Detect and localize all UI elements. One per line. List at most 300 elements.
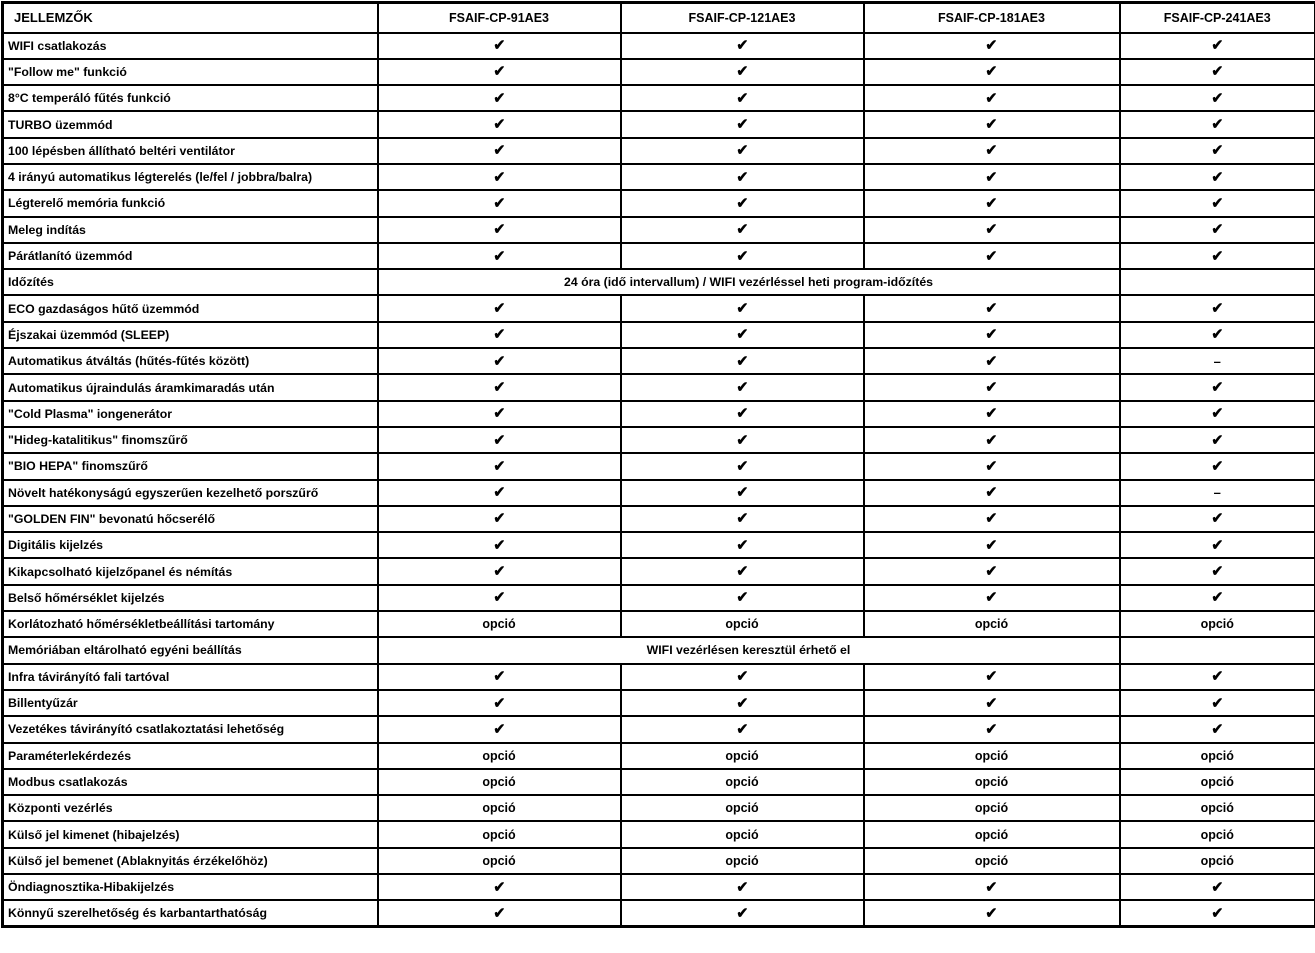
value-cell: [621, 243, 864, 269]
table-row: [3, 295, 1315, 321]
check-icon: ✔: [736, 694, 748, 712]
value-cell: [378, 480, 621, 506]
table-row: [3, 33, 1315, 59]
check-icon: ✔: [736, 405, 748, 423]
check-icon: ✔: [493, 247, 505, 265]
value-cell: [621, 585, 864, 611]
check-icon: ✔: [736, 300, 748, 318]
value-cell: [378, 348, 621, 374]
value-cell: [1120, 111, 1315, 137]
check-icon: ✔: [985, 89, 998, 107]
check-icon: ✔: [493, 878, 505, 896]
value-cell-option: opció: [621, 848, 864, 874]
value-cell: [864, 33, 1120, 59]
check-icon: ✔: [1211, 300, 1224, 318]
table-row: [3, 217, 1315, 243]
table-row: [3, 769, 1315, 795]
value-cell: [864, 716, 1120, 742]
check-icon: ✔: [493, 116, 505, 134]
value-cell-option: opció: [621, 769, 864, 795]
value-cell-option: opció: [864, 848, 1120, 874]
value-cell-option: opció: [864, 611, 1120, 637]
check-icon: ✔: [1211, 668, 1224, 686]
model-header: FSAIF-CP-121AE3: [621, 3, 864, 33]
table-row: [3, 269, 1315, 295]
value-cell: [1120, 558, 1315, 584]
value-cell: [864, 874, 1120, 900]
value-cell: [378, 243, 621, 269]
check-icon: ✔: [493, 563, 505, 581]
value-cell: [864, 453, 1120, 479]
table-row: [3, 374, 1315, 400]
check-icon: ✔: [1211, 63, 1224, 81]
check-icon: ✔: [493, 457, 505, 475]
check-icon: ✔: [985, 247, 998, 265]
value-cell: [864, 59, 1120, 85]
check-icon: ✔: [985, 221, 998, 239]
feature-label: Légterelő memória funkció: [3, 190, 378, 216]
feature-label: Öndiagnosztika-Hibakijelzés: [3, 874, 378, 900]
model-header: FSAIF-CP-91AE3: [378, 3, 621, 33]
check-icon: ✔: [736, 37, 748, 55]
check-icon: ✔: [493, 300, 505, 318]
feature-label: Infra távirányító fali tartóval: [3, 664, 378, 690]
check-icon: ✔: [736, 536, 748, 554]
check-icon: ✔: [493, 668, 505, 686]
value-cell: [621, 401, 864, 427]
table-row: [3, 59, 1315, 85]
value-cell-not-available: [1120, 480, 1315, 506]
feature-label: "Hideg-katalitikus" finomszűrő: [3, 427, 378, 453]
table-row: [3, 111, 1315, 137]
check-icon: ✔: [493, 536, 505, 554]
feature-label: Növelt hatékonyságú egyszerűen kezelhető porszűrő: [3, 480, 378, 506]
table-row: [3, 716, 1315, 742]
table-row: [3, 401, 1315, 427]
value-cell: [864, 532, 1120, 558]
value-cell-option: opció: [378, 769, 621, 795]
value-cell: [1120, 690, 1315, 716]
value-cell: [1120, 243, 1315, 269]
check-icon: ✔: [1211, 89, 1224, 107]
value-cell: [621, 900, 864, 926]
value-cell: [621, 85, 864, 111]
check-icon: ✔: [985, 116, 998, 134]
check-icon: ✔: [493, 904, 505, 922]
value-cell: [378, 427, 621, 453]
feature-label: 100 lépésben állítható beltéri ventilátor: [3, 138, 378, 164]
feature-label: Digitális kijelzés: [3, 532, 378, 558]
check-icon: ✔: [736, 326, 748, 344]
value-cell: [378, 164, 621, 190]
check-icon: ✔: [1211, 878, 1224, 896]
value-cell: [621, 453, 864, 479]
value-cell: [621, 664, 864, 690]
check-icon: ✔: [985, 326, 998, 344]
table-row: [3, 480, 1315, 506]
check-icon: ✔: [985, 431, 998, 449]
check-icon: ✔: [736, 247, 748, 265]
table-row: [3, 532, 1315, 558]
value-cell: [378, 322, 621, 348]
check-icon: ✔: [1211, 510, 1224, 528]
check-icon: ✔: [1211, 589, 1224, 607]
check-icon: ✔: [493, 194, 505, 212]
features-column-header: JELLEMZŐK: [3, 3, 378, 33]
value-cell: [621, 190, 864, 216]
value-cell-empty: [1120, 637, 1315, 663]
value-cell: [621, 138, 864, 164]
check-icon: ✔: [736, 457, 748, 475]
value-cell: [864, 348, 1120, 374]
feature-label: Automatikus átváltás (hűtés-fűtés között): [3, 348, 378, 374]
feature-label: Meleg indítás: [3, 217, 378, 243]
check-icon: ✔: [985, 379, 998, 396]
value-cell: [621, 690, 864, 716]
check-icon: ✔: [985, 142, 998, 160]
value-cell: [864, 401, 1120, 427]
check-icon: ✔: [985, 668, 998, 686]
value-cell: [864, 558, 1120, 584]
model-header: FSAIF-CP-241AE3: [1120, 3, 1315, 33]
feature-label: Központi vezérlés: [3, 795, 378, 821]
feature-label: Memóriában eltárolható egyéni beállítás: [3, 637, 378, 663]
table-row: [3, 558, 1315, 584]
value-cell-option: opció: [1120, 848, 1315, 874]
check-icon: ✔: [736, 431, 748, 449]
table-row: [3, 900, 1315, 926]
value-cell: [864, 322, 1120, 348]
value-cell: [864, 900, 1120, 926]
table-row: [3, 322, 1315, 348]
feature-label: ECO gazdaságos hűtő üzemmód: [3, 295, 378, 321]
value-cell-option: opció: [378, 821, 621, 847]
check-icon: ✔: [1211, 142, 1224, 160]
merged-note-cell: 24 óra (idő intervallum) / WIFI vezérléssel heti program-időzítés: [378, 269, 1120, 295]
check-icon: ✔: [493, 720, 505, 738]
check-icon: ✔: [736, 194, 748, 212]
value-cell: [378, 138, 621, 164]
value-cell: [621, 59, 864, 85]
table-row: [3, 690, 1315, 716]
check-icon: ✔: [985, 300, 998, 318]
value-cell: [864, 427, 1120, 453]
table-row: [3, 848, 1315, 874]
value-cell-option: opció: [378, 611, 621, 637]
value-cell: [1120, 59, 1315, 85]
feature-label: Időzítés: [3, 269, 378, 295]
value-cell: [621, 217, 864, 243]
value-cell: [378, 558, 621, 584]
check-icon: ✔: [985, 194, 998, 212]
value-cell: [621, 322, 864, 348]
value-cell: [621, 348, 864, 374]
value-cell: [864, 138, 1120, 164]
check-icon: ✔: [493, 63, 505, 81]
value-cell: [864, 217, 1120, 243]
check-icon: ✔: [736, 63, 748, 81]
value-cell: [864, 295, 1120, 321]
check-icon: ✔: [985, 457, 998, 475]
check-icon: ✔: [985, 878, 998, 896]
table-row: [3, 743, 1315, 769]
table-row: [3, 874, 1315, 900]
value-cell: [378, 585, 621, 611]
value-cell-option: opció: [1120, 795, 1315, 821]
feature-label: 8°C temperáló fűtés funkció: [3, 85, 378, 111]
value-cell: [621, 295, 864, 321]
value-cell: [378, 453, 621, 479]
dash-text: –: [1213, 353, 1221, 369]
value-cell: [1120, 874, 1315, 900]
value-cell: [864, 690, 1120, 716]
check-icon: ✔: [493, 142, 505, 160]
check-icon: ✔: [736, 379, 748, 396]
table-row: [3, 138, 1315, 164]
value-cell-option: opció: [864, 795, 1120, 821]
feature-label: Külső jel bemenet (Ablaknyitás érzékelőhöz): [3, 848, 378, 874]
table-row: [3, 795, 1315, 821]
value-cell: [864, 506, 1120, 532]
check-icon: ✔: [493, 37, 505, 55]
check-icon: ✔: [985, 904, 998, 922]
check-icon: ✔: [493, 431, 505, 449]
check-icon: ✔: [985, 405, 998, 423]
check-icon: ✔: [736, 510, 748, 528]
value-cell: [1120, 217, 1315, 243]
table-row: [3, 243, 1315, 269]
value-cell: [621, 716, 864, 742]
header-row: [3, 3, 1315, 33]
value-cell-option: opció: [1120, 821, 1315, 847]
check-icon: ✔: [985, 536, 998, 554]
check-icon: ✔: [985, 352, 998, 370]
check-icon: ✔: [493, 405, 505, 423]
value-cell: [1120, 585, 1315, 611]
table-row: [3, 348, 1315, 374]
check-icon: ✔: [1211, 405, 1224, 423]
check-icon: ✔: [985, 720, 998, 738]
value-cell: [1120, 322, 1315, 348]
feature-label: Billentyűzár: [3, 690, 378, 716]
value-cell: [378, 217, 621, 243]
check-icon: ✔: [736, 589, 748, 607]
check-icon: ✔: [736, 720, 748, 738]
table-row: [3, 664, 1315, 690]
value-cell-option: opció: [864, 743, 1120, 769]
value-cell: [378, 401, 621, 427]
value-cell: [1120, 716, 1315, 742]
table-row: [3, 821, 1315, 847]
value-cell-option: opció: [864, 769, 1120, 795]
table-row: [3, 190, 1315, 216]
feature-label: Könnyű szerelhetőség és karbantarthatóság: [3, 900, 378, 926]
table-row: [3, 427, 1315, 453]
feature-label: Párátlanító üzemmód: [3, 243, 378, 269]
value-cell-option: opció: [1120, 769, 1315, 795]
value-cell: [378, 874, 621, 900]
value-cell-option: opció: [621, 743, 864, 769]
check-icon: ✔: [736, 221, 748, 239]
check-icon: ✔: [985, 563, 998, 581]
check-icon: ✔: [1211, 168, 1224, 186]
value-cell: [864, 164, 1120, 190]
feature-label: Paraméterlekérdezés: [3, 743, 378, 769]
check-icon: ✔: [1211, 720, 1224, 738]
feature-label: "Follow me" funkció: [3, 59, 378, 85]
value-cell: [621, 480, 864, 506]
check-icon: ✔: [1211, 431, 1224, 449]
check-icon: ✔: [736, 352, 748, 370]
value-cell: [864, 85, 1120, 111]
value-cell: [1120, 401, 1315, 427]
model-header: FSAIF-CP-181AE3: [864, 3, 1120, 33]
check-icon: ✔: [1211, 457, 1224, 475]
check-icon: ✔: [493, 484, 505, 502]
value-cell: [1120, 138, 1315, 164]
value-cell-option: opció: [378, 795, 621, 821]
value-cell: [378, 374, 621, 400]
table-row: [3, 453, 1315, 479]
check-icon: ✔: [1211, 379, 1224, 396]
feature-label: Modbus csatlakozás: [3, 769, 378, 795]
value-cell-option: opció: [621, 795, 864, 821]
value-cell: [1120, 295, 1315, 321]
check-icon: ✔: [985, 37, 998, 55]
value-cell: [378, 190, 621, 216]
check-icon: ✔: [985, 63, 998, 81]
value-cell-option: opció: [378, 848, 621, 874]
check-icon: ✔: [736, 563, 748, 581]
value-cell: [864, 585, 1120, 611]
value-cell: [1120, 427, 1315, 453]
check-icon: ✔: [985, 168, 998, 186]
feature-label: Belső hőmérséklet kijelzés: [3, 585, 378, 611]
check-icon: ✔: [1211, 247, 1224, 265]
value-cell-option: opció: [864, 821, 1120, 847]
check-icon: ✔: [736, 116, 748, 134]
check-icon: ✔: [985, 694, 998, 712]
feature-label: "GOLDEN FIN" bevonatú hőcserélő: [3, 506, 378, 532]
check-icon: ✔: [493, 352, 505, 370]
value-cell: [1120, 374, 1315, 400]
value-cell: [621, 33, 864, 59]
feature-label: 4 irányú automatikus légterelés (le/fel / jobbra/balra): [3, 164, 378, 190]
value-cell-option: opció: [621, 611, 864, 637]
value-cell-not-available: [1120, 348, 1315, 374]
table-row: [3, 164, 1315, 190]
value-cell: [378, 33, 621, 59]
value-cell: [864, 664, 1120, 690]
value-cell: [378, 664, 621, 690]
check-icon: ✔: [1211, 536, 1224, 554]
value-cell: [378, 690, 621, 716]
value-cell: [378, 111, 621, 137]
feature-label: Éjszakai üzemmód (SLEEP): [3, 322, 378, 348]
value-cell: [1120, 506, 1315, 532]
value-cell: [1120, 33, 1315, 59]
value-cell: [864, 111, 1120, 137]
value-cell: [864, 243, 1120, 269]
value-cell: [621, 532, 864, 558]
value-cell: [864, 374, 1120, 400]
check-icon: ✔: [1211, 563, 1224, 581]
value-cell-empty: [1120, 269, 1315, 295]
table-row: [3, 637, 1315, 663]
check-icon: ✔: [493, 510, 505, 528]
value-cell: [621, 374, 864, 400]
check-icon: ✔: [736, 668, 748, 686]
check-icon: ✔: [1211, 116, 1224, 134]
check-icon: ✔: [1211, 37, 1224, 55]
value-cell: [378, 59, 621, 85]
value-cell: [621, 874, 864, 900]
value-cell: [864, 190, 1120, 216]
check-icon: ✔: [493, 168, 505, 186]
value-cell: [378, 716, 621, 742]
value-cell: [378, 506, 621, 532]
feature-label: Külső jel kimenet (hibajelzés): [3, 821, 378, 847]
check-icon: ✔: [1211, 221, 1224, 239]
value-cell: [378, 532, 621, 558]
check-icon: ✔: [493, 379, 505, 396]
check-icon: ✔: [1211, 194, 1224, 212]
value-cell-option: opció: [378, 743, 621, 769]
check-icon: ✔: [1211, 904, 1224, 922]
value-cell: [621, 506, 864, 532]
value-cell: [378, 295, 621, 321]
feature-label: Vezetékes távirányító csatlakoztatási lehetőség: [3, 716, 378, 742]
check-icon: ✔: [736, 142, 748, 160]
check-icon: ✔: [493, 326, 505, 344]
check-icon: ✔: [985, 589, 998, 607]
check-icon: ✔: [736, 168, 748, 186]
value-cell: [1120, 453, 1315, 479]
table-row: [3, 611, 1315, 637]
value-cell-option: opció: [621, 821, 864, 847]
feature-label: Automatikus újraindulás áramkimaradás után: [3, 374, 378, 400]
value-cell: [1120, 190, 1315, 216]
check-icon: ✔: [736, 904, 748, 922]
value-cell: [621, 558, 864, 584]
value-cell: [1120, 85, 1315, 111]
check-icon: ✔: [493, 89, 505, 107]
table-row: [3, 506, 1315, 532]
value-cell: [864, 480, 1120, 506]
value-cell: [1120, 664, 1315, 690]
check-icon: ✔: [1211, 326, 1224, 344]
table-row: [3, 85, 1315, 111]
value-cell: [1120, 900, 1315, 926]
check-icon: ✔: [493, 221, 505, 239]
check-icon: ✔: [1211, 694, 1224, 712]
check-icon: ✔: [736, 878, 748, 896]
feature-label: "BIO HEPA" finomszűrő: [3, 453, 378, 479]
value-cell: [378, 900, 621, 926]
check-icon: ✔: [985, 510, 998, 528]
value-cell: [1120, 532, 1315, 558]
table-row: [3, 585, 1315, 611]
feature-label: WIFI csatlakozás: [3, 33, 378, 59]
check-icon: ✔: [736, 89, 748, 107]
feature-comparison-table: [1, 1, 1315, 928]
value-cell: [378, 85, 621, 111]
merged-note-cell: WIFI vezérlésen keresztül érhető el: [378, 637, 1120, 663]
value-cell: [621, 111, 864, 137]
value-cell-option: opció: [1120, 743, 1315, 769]
value-cell: [621, 164, 864, 190]
feature-label: Korlátozható hőmérsékletbeállítási tartomány: [3, 611, 378, 637]
